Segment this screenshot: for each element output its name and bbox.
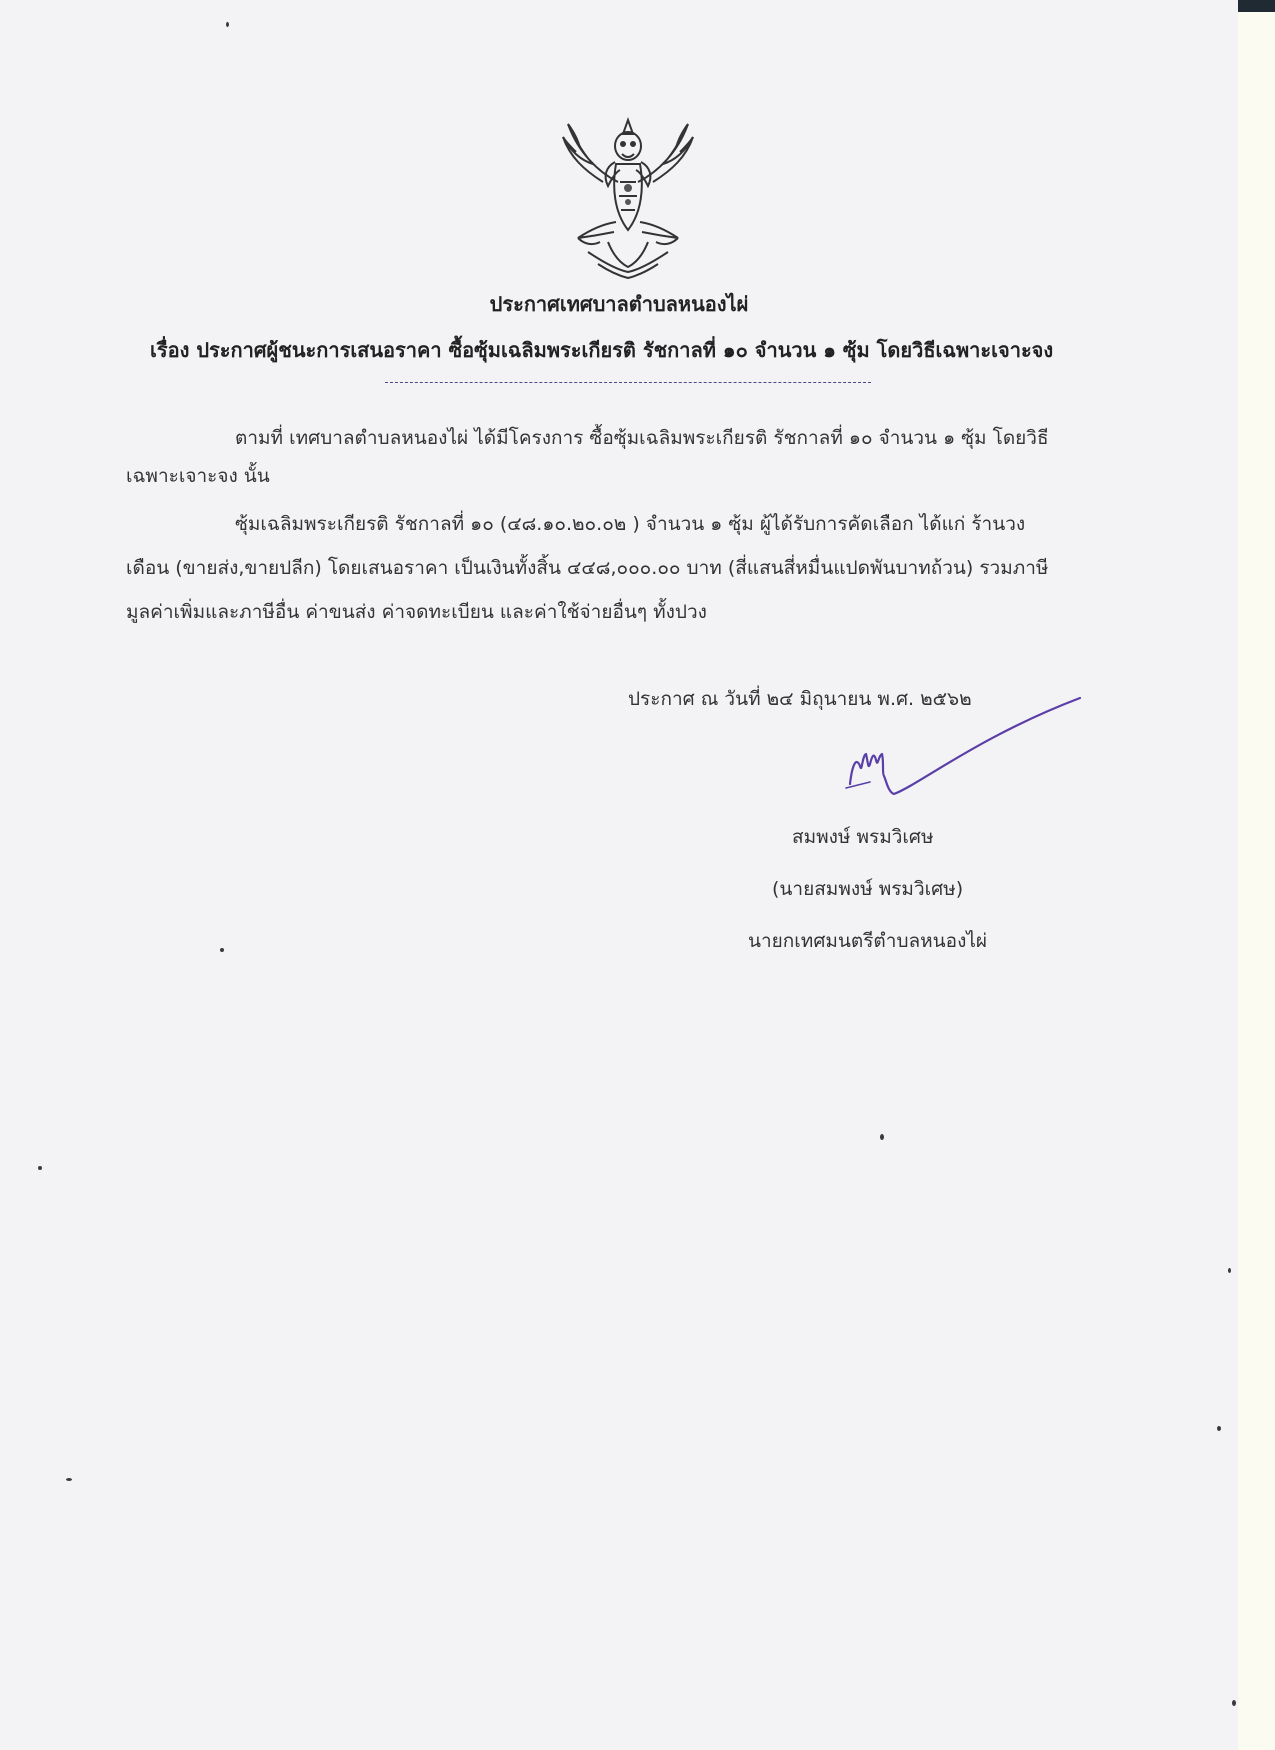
scan-speck bbox=[220, 948, 224, 952]
scan-edge bbox=[1238, 0, 1275, 1750]
scan-corner bbox=[1238, 0, 1275, 12]
document-heading: ประกาศเทศบาลตำบลหนองไผ่ bbox=[489, 292, 749, 316]
signer-full-name: (นายสมพงษ์ พรมวิเศษ) bbox=[772, 878, 964, 900]
signer-name: สมพงษ์ พรมวิเศษ bbox=[792, 826, 934, 848]
scan-speck bbox=[1232, 1700, 1236, 1706]
signer-position: นายกเทศมนตรีตำบลหนองไผ่ bbox=[748, 930, 988, 952]
scan-speck bbox=[66, 1478, 72, 1481]
announcement-date: ประกาศ ณ วันที่ ๒๔ มิถุนายน พ.ศ. ๒๕๖๒ bbox=[628, 688, 972, 710]
paragraph-1-line-1: ตามที่ เทศบาลตำบลหนองไผ่ ได้มีโครงการ ซื้อซุ้มเฉลิมพระเกียรติ รัชกาลที่ ๑๐ จำนวน ๑ ซุ้ม โดยวิธี bbox=[235, 427, 1049, 449]
document-subject: เรื่อง ประกาศผู้ชนะการเสนอราคา ซื้อซุ้มเฉลิมพระเกียรติ รัชกาลที่ ๑๐ จำนวน ๑ ซุ้ม โดยวิธีเฉพาะเจาะจง bbox=[150, 338, 1054, 362]
signature-icon bbox=[840, 696, 1085, 806]
scan-speck bbox=[880, 1134, 884, 1140]
paragraph-1-line-2: เฉพาะเจาะจง นั้น bbox=[126, 465, 270, 487]
scan-speck bbox=[1217, 1426, 1221, 1431]
garuda-emblem-icon bbox=[548, 112, 708, 282]
paragraph-2-line-3: มูลค่าเพิ่มและภาษีอื่น ค่าขนส่ง ค่าจดทะเบียน และค่าใช้จ่ายอื่นๆ ทั้งปวง bbox=[126, 601, 707, 623]
divider bbox=[385, 382, 871, 383]
scan-speck bbox=[1228, 1268, 1231, 1273]
scan-speck bbox=[38, 1166, 42, 1170]
paragraph-2-line-1: ซุ้มเฉลิมพระเกียรติ รัชกาลที่ ๑๐ (๔๘.๑๐.๒๐.๐๒ ) จำนวน ๑ ซุ้ม ผู้ได้รับการคัดเลือก ได้แก่ ร้านวง bbox=[235, 513, 1026, 535]
scan-speck bbox=[226, 22, 229, 27]
paragraph-2-line-2: เดือน (ขายส่ง,ขายปลีก) โดยเสนอราคา เป็นเงินทั้งสิ้น ๔๔๘,๐๐๐.๐๐ บาท (สี่แสนสี่หมื่นแปดพันบาทถ้วน) รวมภาษี bbox=[126, 557, 1049, 579]
